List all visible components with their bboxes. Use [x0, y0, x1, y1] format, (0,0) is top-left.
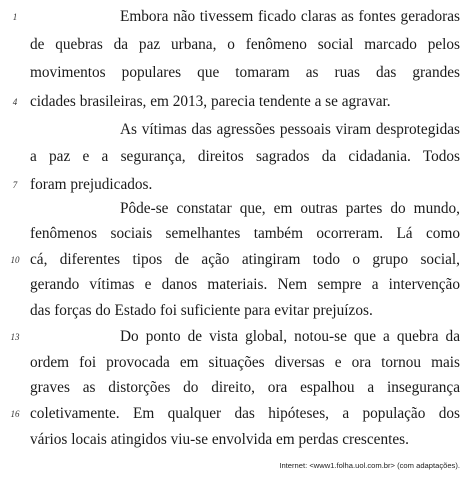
- paragraph-4-line: vários locais atingidos viu-se envolvida em perdas crescentes.: [30, 431, 409, 448]
- paragraph-2-line: As vítimas das agressões pessoais viram desprotegidas: [120, 121, 460, 138]
- line-number-10: 10: [10, 255, 20, 265]
- paragraph-3-line: das forças do Estado foi suficiente para evitar prejuízos.: [30, 302, 373, 319]
- paragraph-4-line: graves as distorções do direito, ora espalhou a insegurança: [30, 379, 460, 396]
- paragraph-3-line: fenômenos sociais semelhantes também ocorreram. Lá como: [30, 225, 460, 242]
- paragraph-1-line: cidades brasileiras, em 2013, parecia tendente a se agravar.: [30, 93, 391, 110]
- paragraph-2-line: a paz e a segurança, direitos sagrados da cidadania. Todos: [30, 148, 460, 165]
- line-number-1: 1: [12, 12, 18, 22]
- line-number-16: 16: [10, 409, 20, 419]
- paragraph-1-line: movimentos populares que tomaram as ruas das grandes: [30, 64, 460, 81]
- paragraph-4-line: ordem foi provocada em situações diversas e ora tornou mais: [30, 354, 460, 371]
- line-number-4: 4: [12, 97, 18, 107]
- source-citation: Internet: <www1.folha.uol.com.br> (com adaptações).: [279, 461, 460, 470]
- paragraph-4-line: Do ponto de vista global, notou-se que a quebra da: [120, 328, 460, 345]
- paragraph-1-line: de quebras da paz urbana, o fenômeno social marcado pelos: [30, 36, 460, 53]
- line-number-13: 13: [10, 332, 20, 342]
- paragraph-1-line: Embora não tivessem ficado claras as fontes geradoras: [120, 8, 460, 25]
- paragraph-2-line: foram prejudicados.: [30, 176, 153, 193]
- paragraph-3-line: Pôde-se constatar que, em outras partes do mundo,: [120, 200, 460, 217]
- paragraph-4-line: coletivamente. Em qualquer das hipóteses, a população dos: [30, 405, 460, 422]
- paragraph-3-line: gerando vítimas e danos materiais. Nem sempre a intervenção: [30, 276, 460, 293]
- paragraph-3-line: cá, diferentes tipos de ação atingiram todo o grupo social,: [30, 251, 460, 268]
- line-number-7: 7: [12, 180, 18, 190]
